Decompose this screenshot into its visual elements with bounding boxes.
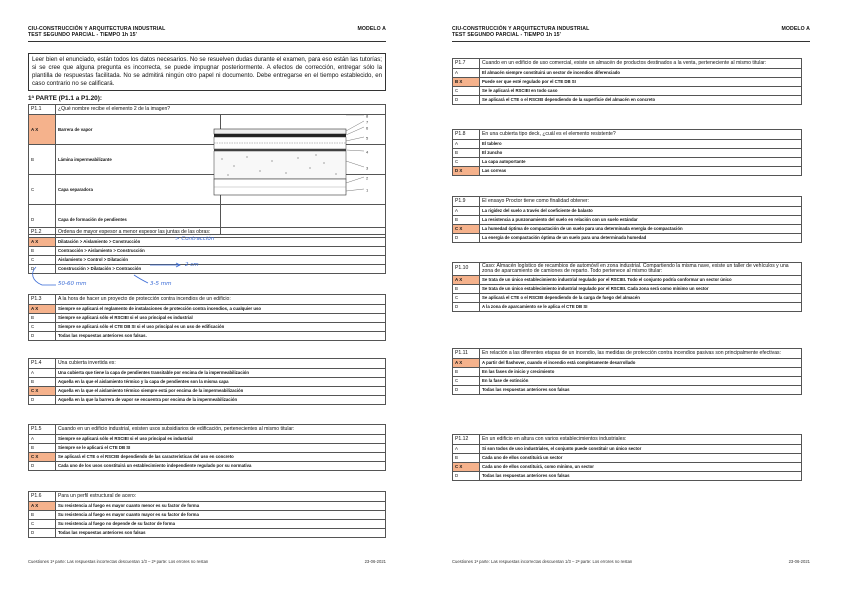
answer-text: En las fases de inicio y crecimiento <box>480 368 802 377</box>
answer-option[interactable] <box>453 216 802 225</box>
answer-letter: B <box>29 511 56 520</box>
answer-option[interactable] <box>29 435 386 444</box>
layer-gravel <box>214 129 346 134</box>
diagram-layer-number: 5 <box>366 135 369 141</box>
answer-option[interactable] <box>453 87 802 96</box>
question-text: El ensayo Proctor tiene como finalidad obtener: <box>480 197 802 207</box>
question-row <box>29 425 386 435</box>
answer-text: Las correas <box>480 167 802 176</box>
answer-letter: D <box>29 332 56 341</box>
layer-vapour-barrier <box>214 149 346 151</box>
answer-text: La capa autoportante <box>480 158 802 167</box>
answer-text: Dilatación > Aislamiento > Construcción <box>56 238 386 247</box>
question-id: P1.2 <box>29 228 56 238</box>
question-table <box>28 358 386 405</box>
question-text: Una cubierta invertida es: <box>56 359 386 369</box>
annotation-contraccion: > Contracción <box>175 236 215 242</box>
answer-option[interactable] <box>453 69 802 78</box>
answer-option[interactable] <box>453 284 802 293</box>
answer-option[interactable] <box>453 149 802 158</box>
answer-letter: B <box>29 444 56 453</box>
question-table <box>452 434 802 481</box>
question-id: P1.11 <box>453 349 480 359</box>
answer-text: La humedad óptima de compactación de un suelo para una determinada energía de compactación <box>480 225 802 234</box>
answer-letter: D <box>453 234 480 243</box>
answer-letter: C <box>453 87 480 96</box>
answer-option[interactable] <box>453 445 802 454</box>
answer-text: El tablero <box>480 140 802 149</box>
answer-letter: D <box>29 265 56 274</box>
answer-letter-selected: A X <box>453 275 480 284</box>
question-id: P1.4 <box>29 359 56 369</box>
answer-option[interactable] <box>29 387 386 396</box>
answer-option[interactable] <box>29 529 386 538</box>
answer-letter: C <box>29 323 56 332</box>
header-test: TEST SEGUNDO PARCIAL - TIEMPO 1h 15' <box>452 32 561 39</box>
diagram-layer-number: 7 <box>366 119 369 125</box>
answer-text: Puede ser que esté regulado por el CTE DB SI <box>480 78 802 87</box>
page-header <box>452 26 810 39</box>
question-table <box>452 196 802 243</box>
answer-text: Siempre se aplicará el reglamento de instalaciones de protección contra incendios, a cualquier uso <box>56 305 386 314</box>
answer-letter: C <box>453 377 480 386</box>
annotation-range-1: 50-60 mm <box>58 281 87 287</box>
answer-option[interactable] <box>453 167 802 176</box>
question-id: P1.8 <box>453 130 480 140</box>
answer-text: Todas las respuestas anteriores son falsas. <box>56 332 386 341</box>
answer-text: Su resistencia al fuego no depende de su factor de forma <box>56 520 386 529</box>
question-table <box>452 262 802 312</box>
question-text: Para un perfil estructural de acero: <box>56 492 386 502</box>
answer-letter: A <box>453 207 480 216</box>
question-table <box>452 58 802 105</box>
answer-text: Capa separadora <box>56 175 221 205</box>
answer-option[interactable] <box>453 377 802 386</box>
question-text: En una cubierta tipo deck, ¿cuál es el elemento resistente? <box>480 130 802 140</box>
answer-text: Se aplicará el CTE o el RSCIEI dependiendo de las características del uso en concreto <box>56 453 386 462</box>
header-model: MODELO A <box>781 26 810 32</box>
answer-option[interactable] <box>29 502 386 511</box>
answer-letter-selected: A X <box>453 359 480 368</box>
layer-membrane <box>214 134 346 137</box>
answer-text: Aquella en la que el aislamiento térmico siempre está por encima de la impermeabilización <box>56 387 386 396</box>
answer-letter-selected: A X <box>29 502 56 511</box>
answer-letter: A <box>29 369 56 378</box>
question-row <box>29 359 386 369</box>
answer-letter-selected: B X <box>453 78 480 87</box>
answer-text: A partir del flashover, cuando el incendio está completamente desarrollado <box>480 359 802 368</box>
answer-text: La resistencia a punzonamiento del suelo en relación con un suelo estándar <box>480 216 802 225</box>
question-row <box>453 197 802 207</box>
answer-letter-selected: C X <box>29 453 56 462</box>
question-id: P1.10 <box>453 263 480 276</box>
instructions-box: Leer bien el enunciado, están todos los datos necesarios. No se resuelven dudas durante el examen, para eso están las tutorías; si se cree que alguna pregunta es incorrecta, se puede impugnar posteriormente. A efectos de corrección, entregar sólo la plantilla de respuestas facilitada. No se admitirá ningún otro papel ni documento. Debe entregarse en el tiempo establecido, en caso contrario no se calificará. <box>28 53 386 91</box>
answer-text: El zuncho <box>480 149 802 158</box>
footer-date: 23-06-2021 <box>788 559 810 564</box>
answer-letter: D <box>29 529 56 538</box>
question-id: P1.6 <box>29 492 56 502</box>
answer-letter-selected: A X <box>29 115 56 145</box>
question-text: En un edificio en altura con varios establecimientos industriales: <box>480 435 802 445</box>
answer-letter-selected: C X <box>453 463 480 472</box>
answer-text: Todas las respuestas anteriores son falsas <box>480 386 802 395</box>
question-id: P1.5 <box>29 425 56 435</box>
answer-letter-selected: A X <box>29 238 56 247</box>
answer-option[interactable] <box>453 140 802 149</box>
answer-letter: B <box>453 368 480 377</box>
answer-option[interactable] <box>453 225 802 234</box>
roof-section-diagram <box>212 111 382 207</box>
question-table <box>28 294 386 341</box>
page-footer <box>452 559 810 564</box>
answer-letter: B <box>453 284 480 293</box>
answer-text: La energía de compactación óptima de un suelo para una determinada humedad <box>480 234 802 243</box>
answer-text: La rigidez del suelo a través del coeficiente de balasto <box>480 207 802 216</box>
header-divider <box>28 41 386 42</box>
footer-note: Cuestiones 1ª parte: Las respuestas incorrectas descuentan 1/3 – 2ª parte: Los errores no restan <box>452 559 633 564</box>
answer-text: Aquella en la que el aislamiento térmico y la capa de pendientes son la misma capa <box>56 378 386 387</box>
answer-text: Se aplicará el CTE o el RSCIEI dependiendo de la carga de fuego del almacén <box>480 293 802 302</box>
answer-letter: C <box>453 158 480 167</box>
answer-letter: B <box>29 314 56 323</box>
answer-option[interactable] <box>29 378 386 387</box>
diagram-layer-number: 3 <box>366 165 369 171</box>
question-row <box>453 59 802 69</box>
answer-text: Cada uno de ellos constituirá un sector <box>480 454 802 463</box>
leader-lines <box>346 115 364 191</box>
answer-text: Si son todos de uso industriales, el conjunto puede constituir un único sector <box>480 445 802 454</box>
question-id: P1.7 <box>453 59 480 69</box>
answer-option[interactable] <box>29 396 386 405</box>
answer-letter: A <box>453 69 480 78</box>
question-row <box>453 435 802 445</box>
question-row <box>29 492 386 502</box>
answer-option[interactable] <box>29 369 386 378</box>
footer-note: Cuestiones 1ª parte: Las respuestas incorrectas descuentan 1/3 – 2ª parte: Los errores no restan <box>28 559 209 564</box>
answer-text: Aislamiento > Control > Dilatación <box>56 256 386 265</box>
answer-option[interactable] <box>453 275 802 284</box>
answer-letter-selected: A X <box>29 305 56 314</box>
diagram-layer-number: 4 <box>366 149 369 155</box>
answer-text: Cada uno de los usos constituirá un establecimiento independiente regulado por su normativa <box>56 462 386 471</box>
question-text: En relación a las diferentes etapas de un incendio, las medidas de protección contra incendios pasivas son principalmente efectivas: <box>480 349 802 359</box>
answer-text: Contracción > Aislamiento > Construcción <box>56 247 386 256</box>
answer-letter: D <box>29 396 56 405</box>
answer-option[interactable] <box>453 96 802 105</box>
answer-text: En la fase de extinción <box>480 377 802 386</box>
footer-date: 23-06-2021 <box>364 559 386 564</box>
answer-letter: B <box>29 378 56 387</box>
diagram-layer-number: 1 <box>366 187 369 193</box>
answer-option[interactable] <box>453 207 802 216</box>
answer-letter: D <box>453 96 480 105</box>
answer-text: Una cubierta que tiene la capa de pendientes transitable por encima de la impermeabilización <box>56 369 386 378</box>
answer-text: Cada uno de ellos constituirá, como mínimo, un sector <box>480 463 802 472</box>
question-row <box>453 263 802 276</box>
answer-text: Se aplicará el CTE o el RSCIEI dependiendo de la superficie del almacén en concreto <box>480 96 802 105</box>
question-table <box>28 424 386 471</box>
question-table <box>452 348 802 395</box>
answer-letter-selected: D X <box>453 167 480 176</box>
question-table <box>28 491 386 538</box>
header-test: TEST SEGUNDO PARCIAL - TIEMPO 1h 15' <box>28 32 137 39</box>
answer-letter: C <box>29 175 56 205</box>
question-text: Caso: Almacén logístico de recambios de automóvil en zona industrial. Compartiendo la misma nave, existe un taller de vehículos y una zona de aparcamiento de camiones de reparto. Todo pertenece al mismo titular: <box>480 263 802 276</box>
annotation-range-2: 3-5 mm <box>150 281 172 287</box>
answer-text: Construcción > Dilatación > Contracción <box>56 265 386 274</box>
answer-letter: A <box>453 445 480 454</box>
diagram-layer-number: 2 <box>366 175 369 181</box>
part-title: 1ª PARTE (P1.1 a P1.20): <box>28 95 102 102</box>
answer-text: Capa de formación de pendientes <box>56 205 221 235</box>
answer-option[interactable] <box>453 78 802 87</box>
question-row <box>29 295 386 305</box>
question-table <box>452 129 802 176</box>
question-text: ¿Qué nombre recibe el elemento 2 de la imagen? <box>56 105 386 115</box>
answer-text: Aquella en la que la barrera de vapor se encuentra por encima de la impermeabilización <box>56 396 386 405</box>
answer-letter: B <box>453 149 480 158</box>
annotation-2cm: 2 cm <box>185 262 199 268</box>
answer-letter: C <box>29 520 56 529</box>
answer-letter-selected: C X <box>29 387 56 396</box>
question-text: Ordena de mayor espesor a menor espesor las juntas de las obras: <box>56 228 386 238</box>
diagram-numbers <box>366 114 369 193</box>
answer-text: A la zona de aparcamiento se le aplica el CTE DB SI <box>480 302 802 311</box>
answer-text: Se trata de un único establecimiento industrial regulado por el RSCIEI. Cada zona será como mínimo un sector <box>480 284 802 293</box>
answer-text: Se trata de un único establecimiento industrial regulado por el RSCIEI. Todo el conjunto podría conformar un sector único <box>480 275 802 284</box>
header-divider <box>452 41 810 42</box>
answer-letter: B <box>453 454 480 463</box>
answer-letter: B <box>29 247 56 256</box>
answer-option[interactable] <box>453 302 802 311</box>
question-text: Cuando en un edificio de uso comercial, existe un almacén de productos destinados a la venta, perteneciente al mismo titular: <box>480 59 802 69</box>
answer-text: Su resistencia al fuego es mayor cuanto mayor es su factor de forma <box>56 511 386 520</box>
answer-letter: D <box>29 462 56 471</box>
answer-option[interactable] <box>453 368 802 377</box>
answer-letter: D <box>453 386 480 395</box>
diagram-layer-number: 6 <box>366 125 369 131</box>
answer-letter: A <box>29 435 56 444</box>
answer-text: El almacén siempre constituirá un sector de incendios diferenciado <box>480 69 802 78</box>
page-header <box>28 26 386 39</box>
answer-letter: A <box>453 140 480 149</box>
answer-option[interactable] <box>29 520 386 529</box>
diagram-layer-number: 8 <box>366 113 369 119</box>
answer-text: Lámina impermeabilizante <box>56 145 221 175</box>
answer-option[interactable] <box>29 314 386 323</box>
question-row <box>453 349 802 359</box>
answer-option[interactable] <box>29 462 386 471</box>
header-course: CIU-CONSTRUCCIÓN Y ARQUITECTURA INDUSTRIAL <box>28 26 166 32</box>
answer-option[interactable] <box>453 454 802 463</box>
answer-option[interactable] <box>29 305 386 314</box>
page-footer <box>28 559 386 564</box>
answer-text: Su resistencia al fuego es mayor cuanto menor es su factor de forma <box>56 502 386 511</box>
answer-option[interactable] <box>29 332 386 341</box>
answer-text: Siempre se le aplicará el CTE DB SI <box>56 444 386 453</box>
exam-page-right <box>424 0 848 599</box>
answer-text: Barrera de vapor <box>56 115 221 145</box>
answer-option[interactable] <box>29 453 386 462</box>
answer-option[interactable] <box>29 444 386 453</box>
answer-text: Se le aplicará el RSCIEI en todo caso <box>480 87 802 96</box>
answer-letter: B <box>29 145 56 175</box>
answer-letter: C <box>453 293 480 302</box>
answer-option[interactable] <box>453 234 802 243</box>
answer-letter-selected: C X <box>453 225 480 234</box>
answer-text: Siempre se aplicará sólo el RSCIEI si el uso principal es industrial <box>56 435 386 444</box>
answer-option[interactable] <box>453 293 802 302</box>
answer-option[interactable] <box>453 463 802 472</box>
header-model: MODELO A <box>357 26 386 32</box>
answer-option[interactable] <box>29 323 386 332</box>
answer-letter: D <box>453 472 480 481</box>
answer-letter: D <box>29 205 56 235</box>
answer-option[interactable] <box>29 511 386 520</box>
answer-text: Todas las respuestas anteriores son falsas <box>56 529 386 538</box>
answer-text: Siempre se aplicará sólo el CTE DB SI si el uso principal es un uso de edificación <box>56 323 386 332</box>
layer-slope-fill <box>214 151 346 179</box>
answer-option[interactable] <box>453 359 802 368</box>
answer-text: Siempre se aplicará sólo el RSCIEI si el uso principal es industrial <box>56 314 386 323</box>
question-text: A la hora de hacer un proyecto de protección contra incendios de un edificio: <box>56 295 386 305</box>
question-id: P1.12 <box>453 435 480 445</box>
header-course: CIU-CONSTRUCCIÓN Y ARQUITECTURA INDUSTRIAL <box>452 26 590 32</box>
question-id: P1.9 <box>453 197 480 207</box>
question-id: P1.1 <box>29 105 56 115</box>
question-text: Cuando en un edificio industrial, existen usos subsidiarios de edificación, pertenecientes al mismo titular: <box>56 425 386 435</box>
question-id: P1.3 <box>29 295 56 305</box>
answer-option[interactable] <box>453 158 802 167</box>
question-row <box>453 130 802 140</box>
answer-letter: C <box>29 256 56 265</box>
answer-letter: B <box>453 216 480 225</box>
answer-letter: D <box>453 302 480 311</box>
answer-text: Todas las respuestas anteriores son falsas <box>480 472 802 481</box>
answer-option[interactable] <box>453 386 802 395</box>
annotation-strokes <box>30 255 230 290</box>
answer-option[interactable] <box>453 472 802 481</box>
